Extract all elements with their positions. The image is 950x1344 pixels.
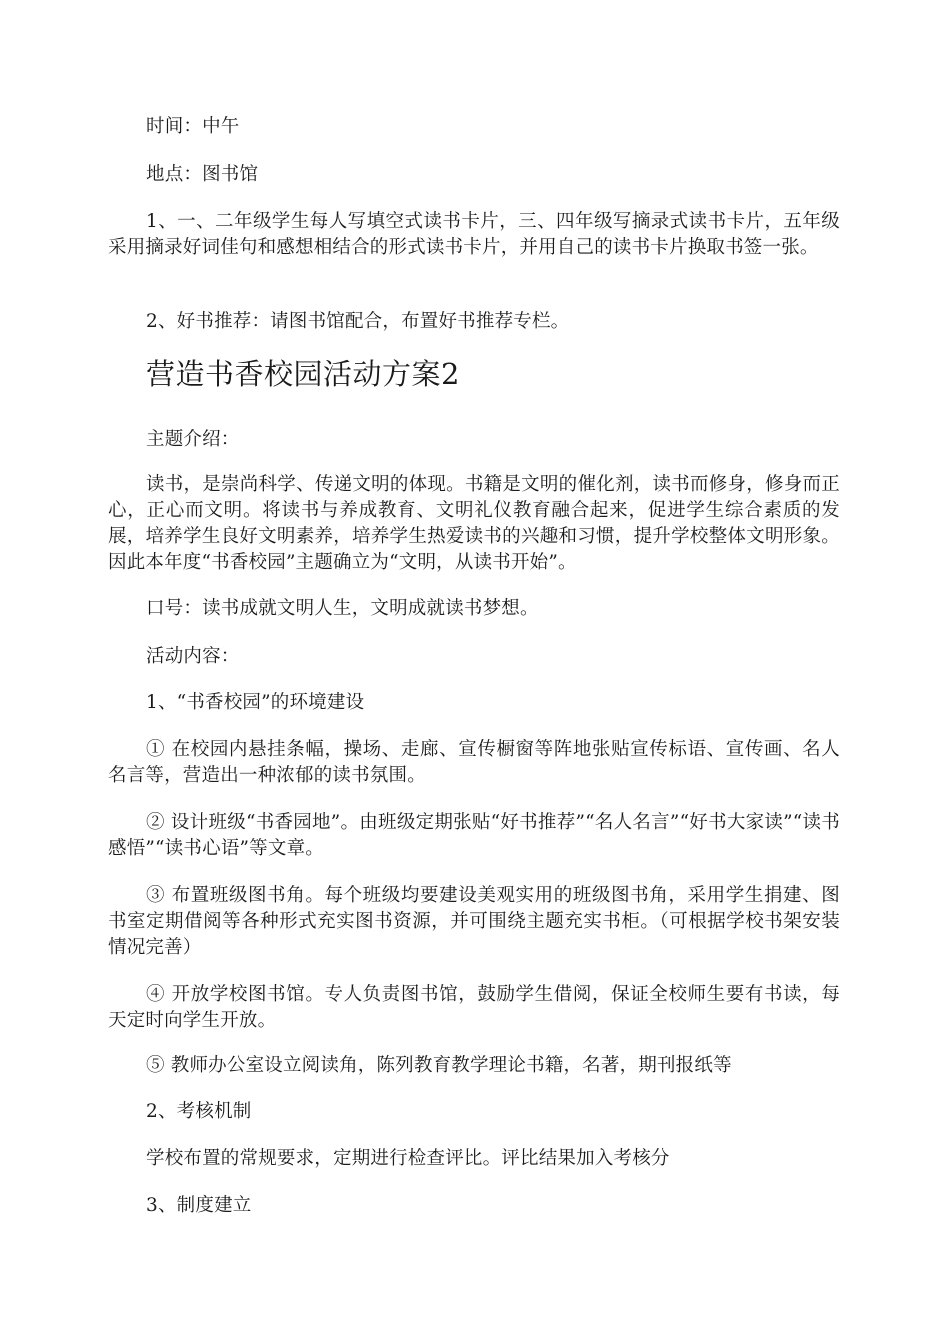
content1-item1: ① 在校园内悬挂条幅，操场、走廊、宣传橱窗等阵地张贴宣传标语、宣传画、名人名言等，营造出一种浓郁的读书氛围。	[108, 739, 840, 786]
content2-text: 学校布置的常规要求，定期进行检查评比。评比结果加入考核分	[146, 1148, 670, 1169]
paragraph-item1: 1、一、二年级学生每人写填空式读书卡片，三、四年级写摘录式读书卡片，五年级采用摘录好词佳句和感想相结合的形式读书卡片，并用自己的读书卡片换取书签一张。	[108, 211, 840, 258]
slogan-line: 口号：读书成就文明人生，文明成就读书梦想。	[146, 598, 539, 619]
content-label: 活动内容：	[146, 646, 240, 667]
theme-paragraph: 读书，是崇尚科学、传递文明的体现。书籍是文明的催化剂，读书而修身，修身而正心，正心而文明。将读书与养成教育、文明礼仪教育融合起来，促进学生综合素质的发展，培养学生良好文明素养，培养学生热爱读书的兴趣和习惯，提升学校整体文明形象。因此本年度“书香校园”主题确立为“文明，从读书开始”。	[108, 474, 840, 573]
section-title: 营造书香校园活动方案2	[146, 357, 460, 391]
content1-title: 1、“书香校园”的环境建设	[146, 692, 365, 713]
content1-item3: ③ 布置班级图书角。每个班级均要建设美观实用的班级图书角，采用学生捐建、图书室定期借阅等各种形式充实图书资源，并可围绕主题充实书柜。（可根据学校书架安装情况完善）	[108, 885, 840, 958]
content2-title: 2、考核机制	[146, 1101, 252, 1122]
place-line: 地点：图书馆	[146, 164, 259, 185]
content1-item2: ② 设计班级“书香园地”。由班级定期张贴“好书推荐”“名人名言”“好书大家读”“读书感悟”“读书心语”等文章。	[108, 812, 840, 859]
content1-item4: ④ 开放学校图书馆。专人负责图书馆，鼓励学生借阅，保证全校师生要有书读，每天定时向学生开放。	[108, 984, 840, 1031]
time-line: 时间：中午	[146, 116, 240, 137]
paragraph-item2: 2、好书推荐：请图书馆配合，布置好书推荐专栏。	[146, 311, 570, 332]
content1-item5: ⑤ 教师办公室设立阅读角，陈列教育教学理论书籍，名著，期刊报纸等	[146, 1055, 732, 1076]
content3-title: 3、制度建立	[146, 1195, 252, 1216]
theme-label: 主题介绍：	[146, 429, 240, 450]
